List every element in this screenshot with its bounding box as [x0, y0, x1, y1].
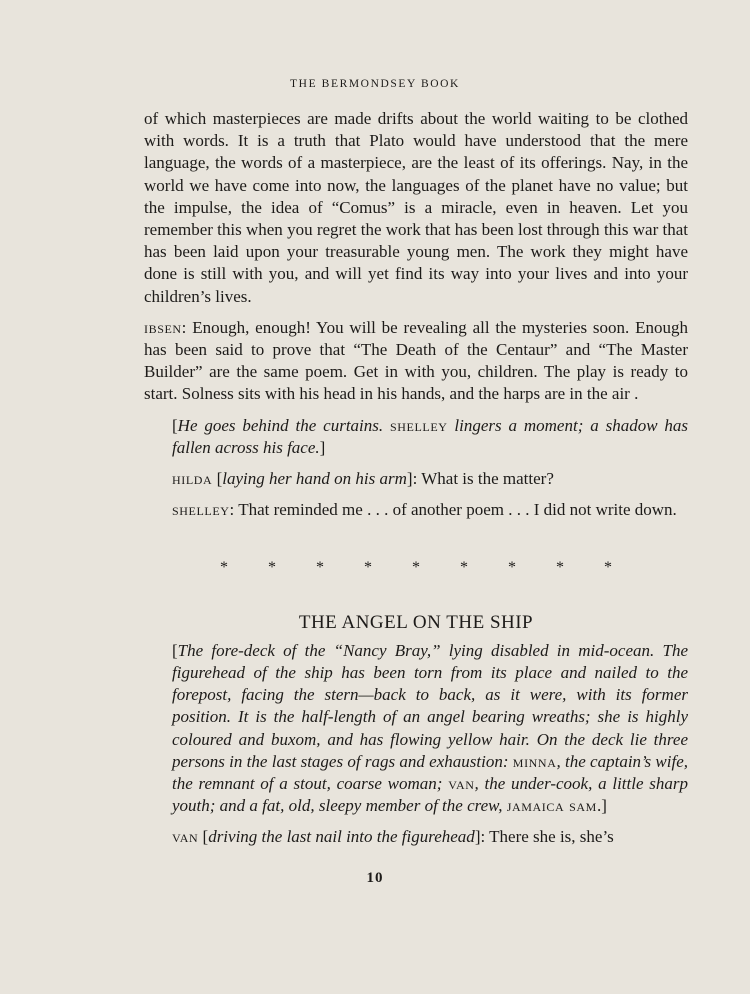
hilda-speech: hilda [laying her hand on his arm]: What is the matter? [172, 469, 554, 489]
shelley-speech [144, 499, 688, 521]
hilda-line: : What is the matter? [412, 469, 554, 489]
speaker-shelley: shelley [172, 500, 230, 520]
stage-direction-setting: [The fore-deck of the “Nancy Bray,” lying disabled in mid-ocean. The figurehead of the ship has been torn from its place and nailed to the forepost, facing the stern—back to back, as it were, with its former position. It is the half-length of an angel bearing wreaths; she is highly coloured and buxom, and has flowing yellow hair. On the deck lie three persons in the last stages of rags and exhaustion: minna, the captain’s wife, the remnant of a stout, coarse woman; van, the under-cook, a little sharp youth; and a fat, old, sleepy member of the crew, jamaica sam.] [172, 640, 689, 816]
stage-direction-curtains: [He goes behind the curtains. shelley lingers a moment; a shadow has fallen across his face.] [172, 415, 689, 457]
asterisk: * [412, 559, 420, 577]
asterisk: * [604, 559, 612, 577]
character-van: van [448, 774, 475, 794]
asterisk: * [508, 559, 516, 577]
character-shelley: shelley [390, 415, 448, 435]
ibsen-speech [144, 317, 688, 406]
van-speech: van [driving the last nail into the figurehead]: There she is, she’s [172, 827, 614, 847]
asterisk: * [556, 559, 564, 577]
asterisk: * [268, 559, 276, 577]
ibsen-line: : Enough, enough! You will be revealing all the mysteries soon. Enough has been said to prove that “The Death of the Centaur” and “The Master Builder” are the same poem. Get in with you, children. The play is ready to start. Solness sits with his head in his hands, and the harps are in the air . [144, 317, 688, 404]
van-direction: driving the last nail into the figurehead [208, 827, 475, 847]
character-jamaica-sam: jamaica sam [506, 796, 597, 816]
running-header: THE BERMONDSEY BOOK [290, 78, 460, 90]
speaker-hilda: hilda [172, 469, 213, 489]
asterisk: * [316, 559, 324, 577]
paragraph-comus: of which masterpieces are made drifts about the world waiting to be clothed with words. It is a truth that Plato would have understood that the mere language, the words of a masterpiece, are the least of its offerings. Nay, in the world we have come into now, the languages of the planet have no value; but the impulse, the idea of “Comus” is a miracle, even in heaven. Let you remember this when you regret the work that has been lost through this war that has been laid upon your treasurable young men. The work they might have done is still with you, and will yet find its way into your lives and into your children’s lives. [144, 109, 688, 306]
speaker-van: van [172, 827, 199, 847]
section-break [144, 557, 688, 579]
page-number: 10 [366, 870, 384, 886]
hilda-direction: laying her hand on his arm [222, 469, 407, 489]
speaker-ibsen: ibsen [144, 317, 182, 337]
shelley-line: : That reminded me . . . of another poem . . . I did not write down. [229, 500, 677, 520]
asterisk: * [364, 559, 372, 577]
page-body [144, 108, 688, 849]
play-title: THE ANGEL ON THE SHIP [298, 611, 534, 633]
character-minna: minna [512, 751, 557, 771]
van-line: : There she is, she’s [480, 827, 614, 847]
asterisk: * [220, 559, 228, 577]
asterisk: * [460, 559, 468, 577]
